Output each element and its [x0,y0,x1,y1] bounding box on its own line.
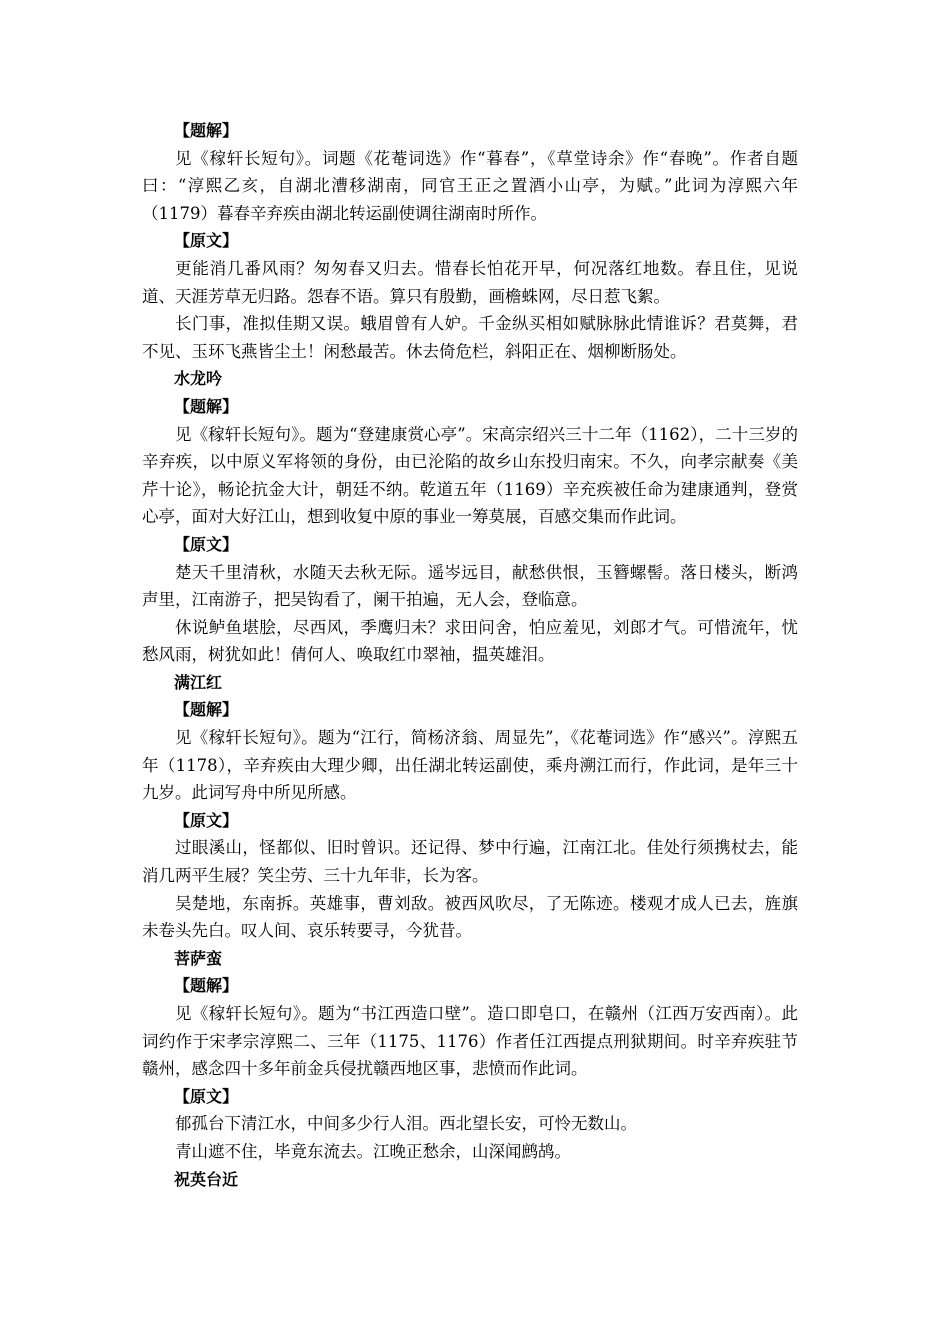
paragraph: 长门事，准拟佳期又误。蛾眉曾有人妒。千金纵买相如赋脉脉此情谁诉？君莫舞，君不见、玉环飞燕皆尘土！闲愁最苦。休去倚危栏，斜阳正在、烟柳断肠处。 [142,314,798,361]
section-heading: 【原文】 [174,810,239,830]
poem-title: 祝英台近 [174,1169,239,1189]
section-heading: 【题解】 [174,976,239,996]
section-heading: 【原文】 [174,1086,239,1106]
paragraph: 过眼溪山，怪都似、旧时曾识。还记得、梦中行遍，江南江北。佳处行须携杖去，能消几两平生屐？笑尘劳、三十九年非，长为客。 [142,838,798,886]
paragraph: 楚天千里清秋，水随天去秋无际。遥岑远目，献愁供恨，玉簪螺髻。落日楼头，断鸿声里，江南游子，把吴钩看了，阑干拍遍，无人会，登临意。 [142,562,798,610]
section-heading: 【题解】 [174,121,239,140]
section-heading: 【原文】 [174,534,239,554]
paragraph: 郁孤台下清江水，中间多少行人泪。西北望长安，可怜无数山。 [175,1114,637,1134]
paragraph: 见《稼轩长短句》。题为“书江西造口壁”。造口即皂口，在赣州（江西万安西南）。此词约作于宋孝宗淳熙二、三年（1175、1176）作者任江西提点刑狱期间。时辛弃疾驻节赣州，感念四十多年前金兵侵扰赣西地区事，悲愤而作此词。 [142,1004,798,1079]
poem-title: 菩萨蛮 [174,948,223,968]
document-page [0,117,950,1193]
section-heading: 【题解】 [174,700,239,720]
paragraph: 更能消几番风雨？匆匆春又归去。惜春长怕花开早，何况落红地数。春且住，见说道、天涯芳草无归路。怨春不语。算只有殷勤，画檐蛛网，尽日惹飞絮。 [142,258,798,306]
paragraph: 见《稼轩长短句》。题为“江行，简杨济翁、周显先”，《花菴词选》作“感兴”。淳熙五年（1178），辛弃疾由大理少卿，出任湖北转运副使，乘舟溯江而行，作此词，是年三十九岁。此词写舟中所见所感。 [142,728,798,803]
section-heading: 【原文】 [174,231,239,251]
paragraph: 青山遮不住，毕竟东流去。江晚正愁余，山深闻鹧鸪。 [175,1141,571,1161]
section-heading: 【题解】 [174,396,239,416]
paragraph: 吴楚地，东南拆。英雄事，曹刘敌。被西风吹尽，了无陈迹。楼观才成人已去，旌旗未卷头先白。叹人间、哀乐转要寻，今犹昔。 [142,893,798,941]
poem-title: 满江红 [174,672,223,692]
paragraph: 见《稼轩长短句》。词题《花菴词选》作“暮春”，《草堂诗余》作“春晚”。作者自题曰：“淳熙乙亥，自湖北漕移湖南，同官王正之置酒小山亭，为赋。”此词为淳熙六年（1179）暮春辛弃疾由湖北转运副使调往湖南时所作。 [142,148,798,223]
poem-title: 水龙吟 [174,369,223,389]
paragraph: 见《稼轩长短句》。题为“登建康赏心亭”。宋高宗绍兴三十二年（1162），二十三岁的辛弃疾，以中原义军将领的身份，由已沦陷的故乡山东投归南宋。不久，向孝宗献奏《美芹十论》，畅论抗金大计，朝廷不纳。乾道五年（1169）辛充疾被任命为建康通判，登赏心亭，面对大好江山，想到收复中原的事业一筹莫展，百感交集而作此词。 [142,424,798,527]
paragraph: 休说鲈鱼堪脍，尽西风，季鹰归未？求田问舍，怕应羞见，刘郎才气。可惜流年，忧愁风雨，树犹如此！倩何人、唤取红巾翠袖，揾英雄泪。 [142,617,798,665]
